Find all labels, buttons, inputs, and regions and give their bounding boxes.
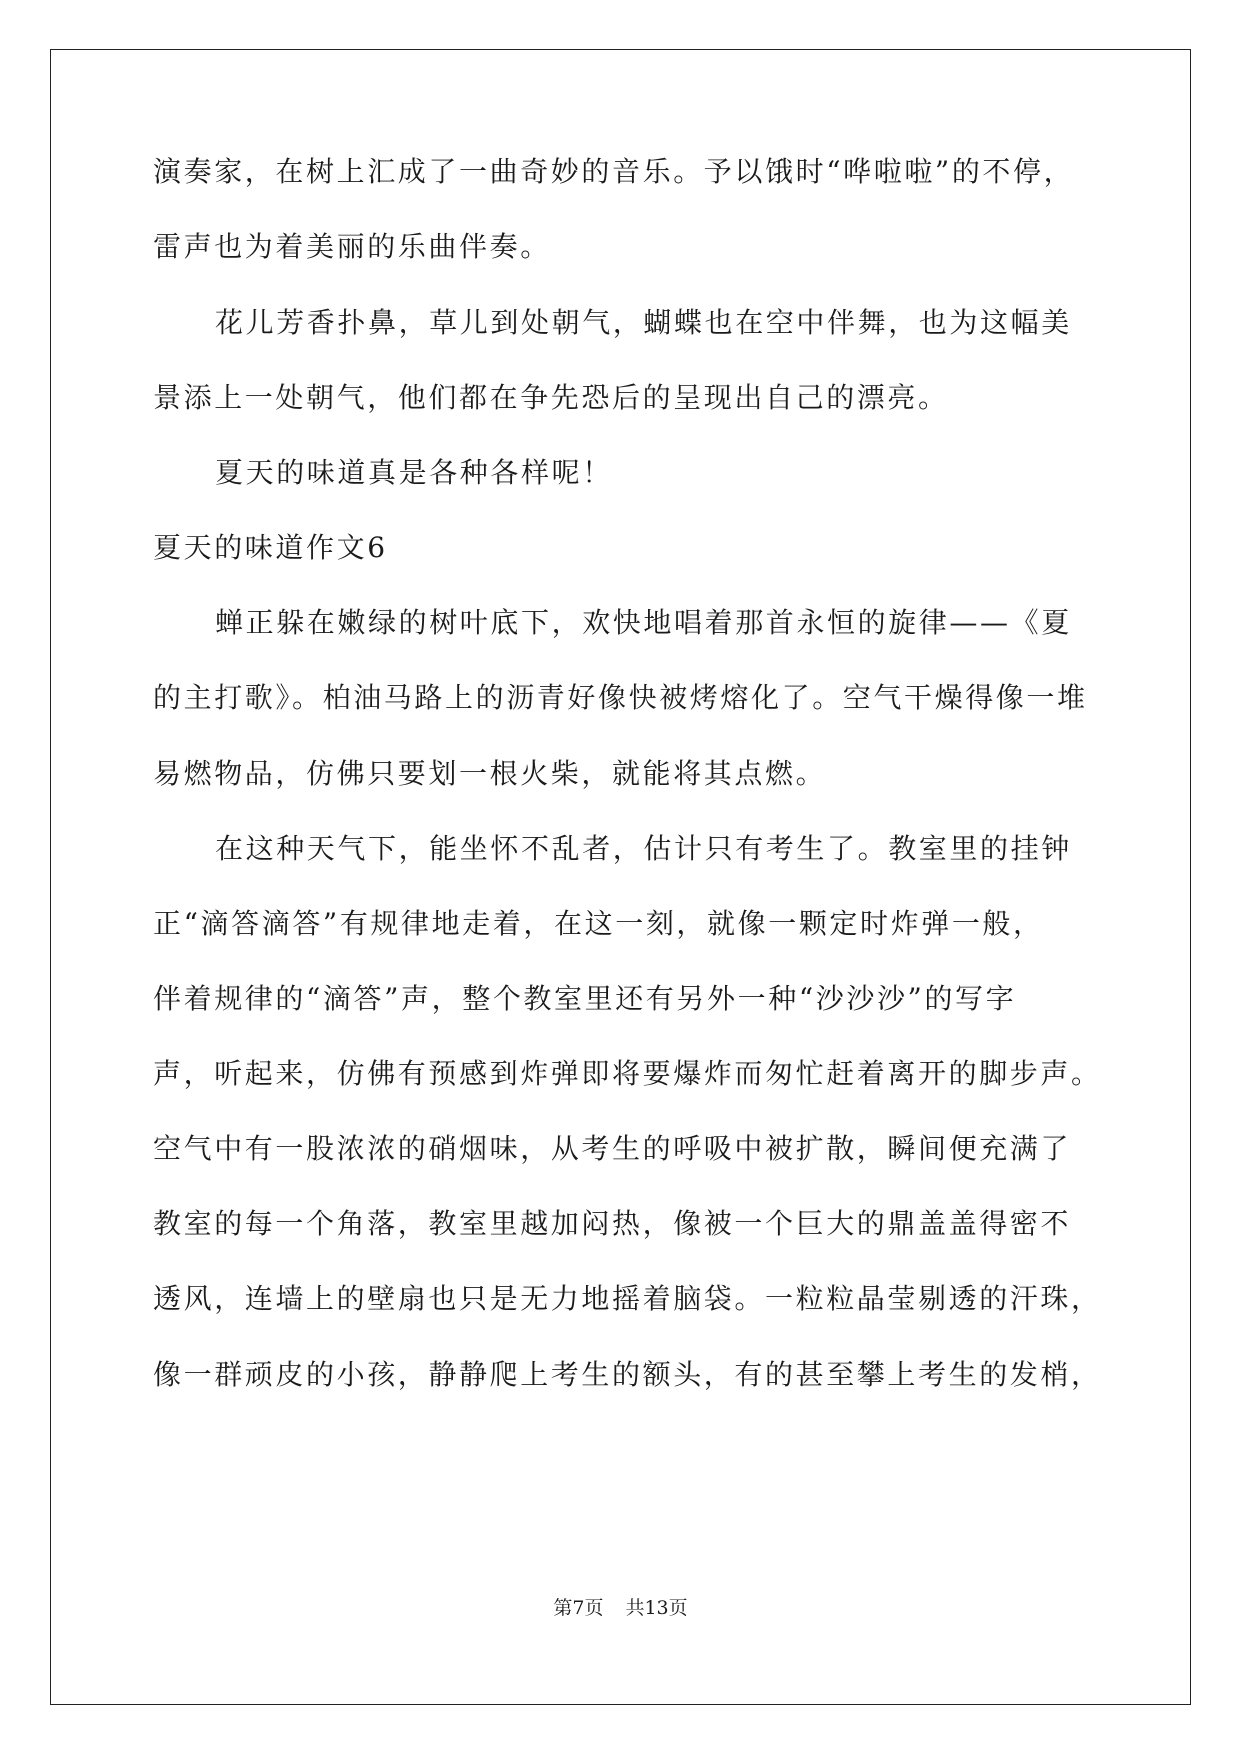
paragraph-start: 蝉正躲在嫩绿的树叶底下，欢快地唱着那首永恒的旋律——《夏	[215, 606, 1072, 639]
page-number: 第7页	[553, 1597, 604, 1619]
section-heading: 夏天的味道作文6	[153, 531, 388, 564]
text-line: 教室的每一个角落，教室里越加闷热，像被一个巨大的鼎盖盖得密不	[153, 1207, 1072, 1240]
text-line: 景添上一处朝气，他们都在争先恐后的呈现出自己的漂亮。	[153, 381, 949, 414]
text-line: 空气中有一股浓浓的硝烟味，从考生的呼吸中被扩散，瞬间便充满了	[153, 1132, 1072, 1165]
text-line: 演奏家，在树上汇成了一曲奇妙的音乐。予以饿时“哗啦啦”的不停，	[153, 155, 1075, 188]
text-line: 像一群顽皮的小孩，静静爬上考生的额头，有的甚至攀上考生的发梢，	[153, 1358, 1102, 1391]
text-line: 透风，连墙上的壁扇也只是无力地摇着脑袋。一粒粒晶莹剔透的汗珠，	[153, 1282, 1102, 1315]
page-border	[50, 49, 1191, 1705]
paragraph-start: 在这种天气下，能坐怀不乱者，估计只有考生了。教室里的挂钟	[215, 832, 1072, 865]
text-line: 伴着规律的“滴答”声，整个教室里还有另外一种“沙沙沙”的写字	[153, 982, 1017, 1015]
text-line: 的主打歌》。柏油马路上的沥青好像快被烤熔化了。空气干燥得像一堆	[153, 681, 1088, 714]
text-line: 雷声也为着美丽的乐曲伴奏。	[153, 230, 551, 263]
paragraph-start: 花儿芳香扑鼻，草儿到处朝气，蝴蝶也在空中伴舞，也为这幅美	[215, 306, 1072, 339]
text-line: 正“滴答滴答”有规律地走着，在这一刻，就像一颗定时炸弹一般，	[153, 907, 1044, 940]
text-line: 易燃物品，仿佛只要划一根火柴，就能将其点燃。	[153, 757, 827, 790]
text-line: 声，听起来，仿佛有预感到炸弹即将要爆炸而匆忙赶着离开的脚步声。	[153, 1057, 1102, 1090]
page-footer	[0, 1595, 1241, 1621]
paragraph-start: 夏天的味道真是各种各样呢！	[215, 456, 613, 489]
page-total: 共13页	[625, 1597, 688, 1619]
